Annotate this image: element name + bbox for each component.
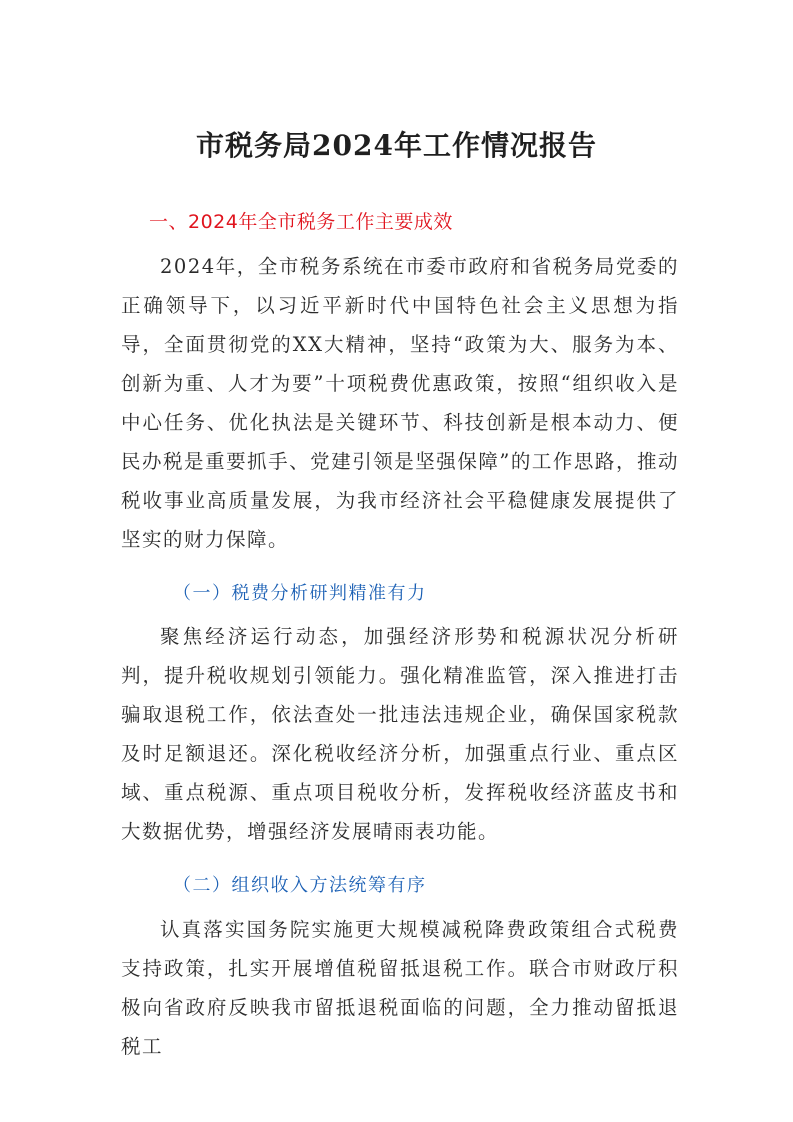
subsection-heading-2: （二）组织收入方法统筹有序 — [173, 875, 427, 896]
subsection-heading-1: （一）税费分析研判精准有力 — [173, 583, 427, 604]
subsection-paragraph-2: 认真落实国务院实施更大规模减税降费政策组合式税费支持政策，扎实开展增值税留抵退税工作。联合市财政厅积极向省政府反映我市留抵退税面临的问题，全力推动留抵退税工 — [121, 918, 679, 1058]
intro-paragraph: 2024年，全市税务系统在市委市政府和省税务局党委的正确领导下，以习近平新时代中国特色社会主义思想为指导，全面贯彻党的XX大精神，坚持“政策为大、服务为本、创新为重、人才为要”十项税费优惠政策，按照“组织收入是中心任务、优化执法是关键环节、科技创新是根本动力、便民办税是重要抓手、党建引领是坚强保障”的工作思路，推动税收事业高质量发展，为我市经济社会平稳健康发展提供了坚实的财力保障。 — [121, 255, 679, 551]
subsection-paragraph-1: 聚焦经济运行动态，加强经济形势和税源状况分析研判，提升税收规划引领能力。强化精准监管，深入推进打击骗取退税工作，依法查处一批违法违规企业，确保国家税款及时足额退还。深化税收经济分析，加强重点行业、重点区域、重点税源、重点项目税收分析，发挥税收经济蓝皮书和大数据优势，增强经济发展晴雨表功能。 — [121, 625, 679, 843]
section-heading: 一、2024年全市税务工作主要成效 — [149, 211, 453, 233]
document-title: 市税务局2024年工作情况报告 — [196, 129, 597, 162]
